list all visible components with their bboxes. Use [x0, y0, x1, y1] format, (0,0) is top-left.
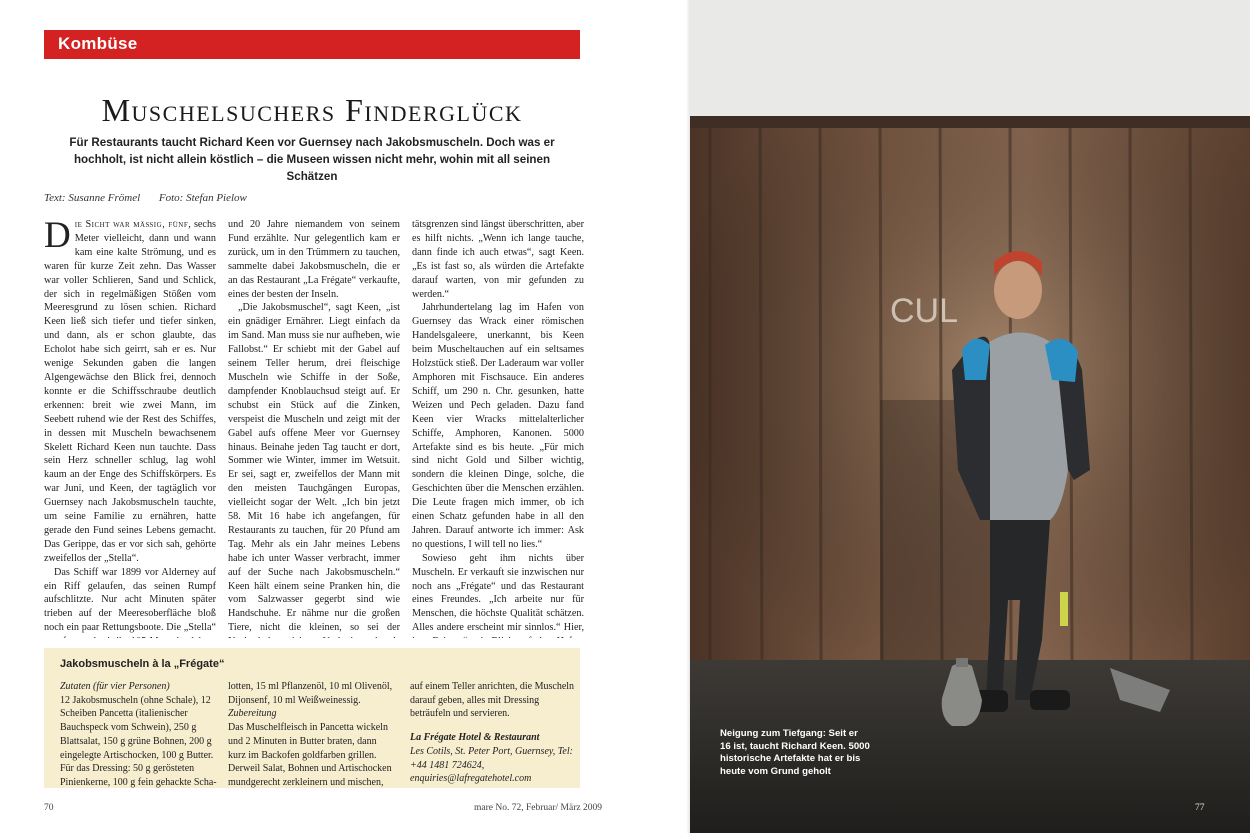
recipe-ingredients-continued: lotten, 15 ml Pflanzenöl, 10 ml Olivenöl, Dijonsenf, 10 ml Weißweinessig. — [228, 681, 393, 706]
recipe-preparation: Das Muschelfleisch in Pancetta wickeln und 2 Minuten in Butter braten, dann kurz im Backofen goldfarben grillen. Derweil Salat, Bohnen und Artischocken mundgerecht zerkleinern und mischen, — [228, 722, 392, 788]
article-headline: Muschelsuchers Finderglück — [101, 92, 523, 128]
page-number-left: 70 — [44, 803, 54, 813]
recipe-column-2 — [228, 680, 394, 790]
photo-page — [690, 0, 1250, 833]
article-body — [44, 218, 584, 638]
article-column-1 — [44, 218, 216, 638]
article-paragraph: tätsgrenzen sind längst überschritten, aber es hilft nichts. „Wenn ich lange tauche, dann finde ich auch etwas“, sagt Keen. „Es ist fast so, als würden die Artefakte darauf warten, von mir gefunden zu werden.“ — [412, 219, 584, 300]
article-paragraph: und 20 Jahre niemandem von seinem Fund erzählte. Nur gelegentlich kam er zurück, um in den Trümmern zu tauchen, sammelte dabei Jakobsmuscheln, die er an das Restaurant „La Frégate“ verkaufte, eines der besten der Inseln. — [228, 219, 400, 300]
article-paragraph: Jahrhundertelang lag im Hafen von Guernsey das Wrack einer römischen Handelsgaleere, unerkannt, bis Keen beim Muscheltauchen auf ein seltsames Holzstück stieß. Der Laderaum war voller Amphoren mit Fischsauce. Ein anderes Schiff, um 290 n. Chr. gesunken, hatte Weizen und Pech geladen. Dazu fand Keen vier Wracks mittelalterlicher Schiffe, Amphoren, Kanonen. 5000 Artefakte sind es bis heute. „Für mich sind nicht Gold und Silber wichtig, sondern die kleinen Dinge, solche, die Geschichten über die Menschen erzählen. Die Leute fragen mich immer, ob ich einen Schatz gefunden habe in all den Jahren. Darauf antworte ich immer: Ask no questions, I will tell no lies.“ — [412, 302, 584, 550]
restaurant-contact: Les Cotils, St. Peter Port, Guernsey, Tel: +44 1481 724624, enquiries@lafregatehotel.com — [410, 745, 573, 785]
author-credit: Text: Susanne Frömel — [44, 192, 141, 204]
article-column-2 — [228, 218, 400, 638]
article-column-3 — [412, 218, 584, 638]
photo-credit: Foto: Stefan Pielow — [158, 192, 247, 204]
lead-in: ie Sicht war mäßig, fünf, — [74, 219, 192, 230]
wall-graffiti: CUL — [890, 292, 959, 330]
recipe-preparation-heading: Zubereitung — [228, 708, 277, 720]
recipe-ingredients: 12 Jakobsmuscheln (ohne Schale), 12 Scheiben Pancetta (italienischer Bauchspeck vom Schwein), 250 g Blattsalat, 150 g grüne Bohnen, 200 g eingelegte Artischocken, 100 g Butter. Für das Dressing: 50 g gerösteten Pinienkerne, 100 g fein gehackte Scha- — [60, 694, 217, 788]
recipe-column-1 — [60, 680, 226, 790]
article-paragraph: Sowieso geht ihm nichts über Muscheln. Er verkauft sie inzwischen nur noch ans „Frégate“ und das Restaurant eines Freundes. „Ich arbeite nur für Menschen, die höchste Qualität schätzen. Alles andere erscheint mir sinnlos.“ Hier, — [412, 552, 584, 634]
article-paragraph: „Die Jakobsmuschel“, sagt Keen, „ist ein gnädiger Ernährer. Liegt einfach da im Sand. Man muss sie nur aufheben, wie Fallobst.“ Er schiebt mit der Gabel auf seinem Teller herum, drei fleischige Muscheln wie Schiffe in der Soße, dampfender Knoblauchsud steigt auf. Er schubst ein Stück auf die Zinken, verspeist die Muscheln und zeigt mit der Gabel aufs offene Meer vor Guernsey hinaus. Beinahe jeden Tag taucht er dort, Sommer wie Winter, immer im Wetsuit. Er sei, sagt er, zweifellos der Mann mit den meisten Tauchgängen Europas, vielleicht sogar der Welt. „Ich bin jetzt 58. Mit 16 habe ich angefangen, für Restaurants zu tauchen, für 20 Pfund am Tag. Mehr als ein Jahr meines Lebens habe ich unter Wasser verbracht, immer auf der Suche nach Jakobsmuscheln.“ Keen hält einem seine Pranken hin, die vom Salzwasser gegerbt sind wie Handschuhe. Er nähme nur die großen Tiere, nicht die kleinen, so sei der — [228, 302, 400, 634]
photo-caption: Neigung zum Tiefgang: Seit er 16 ist, taucht Richard Keen. 5000 historische Artefakte hat er bis heute vom Grund geholt — [720, 728, 870, 777]
article-paragraph: Das Schiff war 1899 vor Alderney auf ein Riff gelaufen, das seinen Rumpf aufschlitzte. Nur acht Minuten später trieben auf der Meeresoberfläche bloß noch ein paar Rettungsboote. Die „Stella“ — [44, 566, 216, 634]
issue-line: mare No. 72, Februar/ März 2009 — [474, 803, 602, 813]
article-lead-paragraph — [44, 218, 216, 566]
recipe-title: Jakobsmuscheln à la „Frégate“ — [60, 658, 225, 670]
section-rubric — [44, 30, 580, 59]
article-credits — [44, 192, 263, 204]
diver-portrait-photo — [690, 0, 1250, 833]
recipe-box — [44, 648, 580, 788]
article-deck: Für Restaurants taucht Richard Keen vor Guernsey nach Jakobsmuscheln. Doch was er hochholt, ist nicht allein köstlich – die Museen wissen nicht mehr, wohin mit all seinen Schätzen — [69, 136, 555, 183]
recipe-ingredients-heading: Zutaten (für vier Personen) — [60, 681, 170, 692]
page-number-right: 77 — [1195, 803, 1205, 813]
recipe-preparation-continued: auf einem Teller anrichten, die Muscheln darauf geben, alles mit Dressing beträufeln und servieren. — [410, 681, 575, 720]
restaurant-name: La Frégate Hotel & Restaurant — [410, 732, 540, 744]
rubric-label: Kombüse — [58, 34, 138, 53]
recipe-column-3 — [410, 680, 576, 786]
sky — [690, 0, 1250, 120]
article-paragraph: sechs Meter vielleicht, dann und wann kam eine kalte Strömung, und es waren für kurze Zeit zehn. Das Wasser war voller Schlieren, Sand und Schlick, der sich in regelmäßigen Stößen vom Meeresgrund zu lösen schien. Richard Keen ließ sich tiefer und tiefer sinken, und dann, als er schon glaubte, das Echolot habe sich geirrt, sah er es. Nur wenige Sekunden gaben die langen Algengewächse den Blick frei, dennoch konnte er die Schiffsschraube deutlich erkennen: breit wie zwei Mann, im Seebett ruhend wie der Rest des Schiffes, in dessen mit Muscheln bewachsenem Skelett Richard Keen nun tauchte. Dass sein Herz schneller schlug, lag wohl kaum an der Enge des Schiffskörpers. Es war Juni, und Keen, der tagtäglich vor Guernsey nach Jakobsmuscheln tauchte, um seine Familie zu ernähren, hatte gerade den Fund seines Lebens gemacht. Das Gerippe, das er vor sich sah, gehörte zweifellos der „Stella“. — [44, 219, 217, 564]
drop-cap: D — [44, 218, 71, 256]
